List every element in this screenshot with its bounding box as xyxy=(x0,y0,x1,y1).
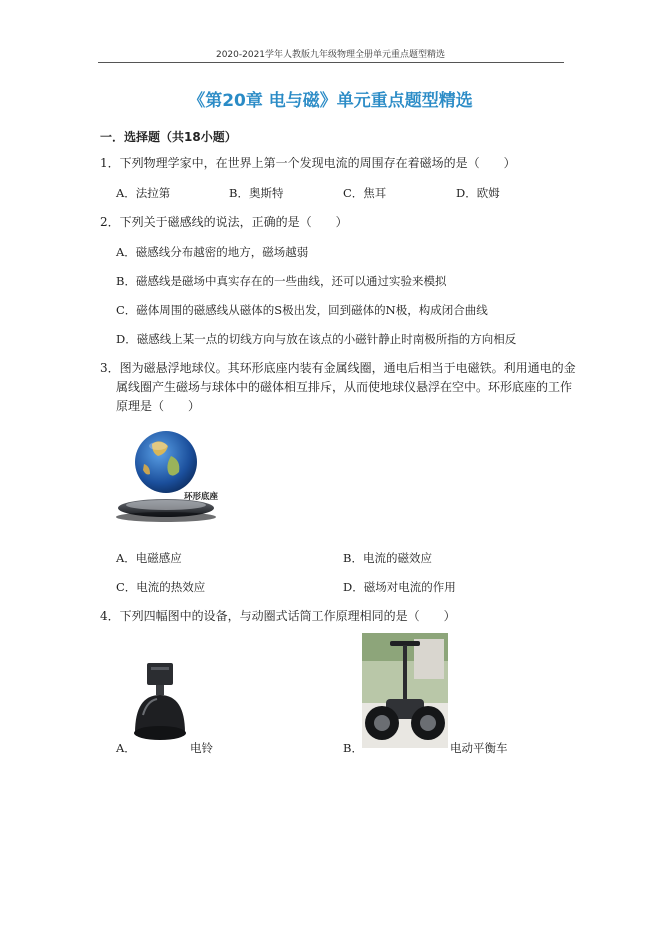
question-3-option-d: D．磁场对电流的作用 xyxy=(343,580,456,594)
question-1-option-b: B．奥斯特 xyxy=(229,186,284,200)
balance-scooter-icon xyxy=(362,633,448,748)
question-3-stem-line-1: 3．图为磁悬浮地球仪。其环形底座内装有金属线圈，通电后相当于电磁铁。利用通电的金 xyxy=(100,361,576,375)
electric-bell-figure xyxy=(125,655,195,750)
question-3-stem-line-3: 原理是（ ） xyxy=(116,399,201,413)
page-header: 2020-2021学年人教版九年级物理全册单元重点题型精选 xyxy=(215,50,446,60)
question-1-option-d: D．欧姆 xyxy=(456,186,500,200)
question-4-option-a-label: 电铃 xyxy=(190,741,213,755)
question-4-option-a-letter: A． xyxy=(116,741,136,755)
question-1-option-a: A．法拉第 xyxy=(116,186,171,200)
question-3-option-a: A．电磁感应 xyxy=(116,551,182,565)
self-balancing-scooter-figure xyxy=(362,633,448,748)
question-3-stem-line-2: 属线圈产生磁场与球体中的磁体相互排斥，从而使地球仪悬浮在空中。环形底座的工作 xyxy=(116,380,573,394)
question-3-option-c: C．电流的热效应 xyxy=(116,580,206,594)
figure-label-base: 环形底座 xyxy=(184,492,219,502)
question-2-stem: 2．下列关于磁感线的说法，正确的是（ ） xyxy=(100,215,348,229)
question-1-stem: 1．下列物理学家中，在世界上第一个发现电流的周围存在着磁场的是（ ） xyxy=(100,156,516,170)
section-heading: 一．选择题（共18小题） xyxy=(100,130,237,144)
header-divider xyxy=(98,62,564,63)
maglev-globe-figure xyxy=(116,424,231,534)
question-4-option-b-label: 电动平衡车 xyxy=(450,741,508,755)
globe-icon xyxy=(116,424,231,534)
question-4-stem: 4．下列四幅图中的设备，与动圈式话筒工作原理相同的是（ ） xyxy=(100,609,456,623)
question-1-option-c: C．焦耳 xyxy=(343,186,387,200)
question-4-option-b-letter: B． xyxy=(343,741,363,755)
question-2-option-a: A．磁感线分布越密的地方，磁场越弱 xyxy=(116,245,309,259)
question-2-option-b: B．磁感线是磁场中真实存在的一些曲线，还可以通过实验来模拟 xyxy=(116,274,447,288)
question-2-option-c: C．磁体周围的磁感线从磁体的S极出发，回到磁体的N极，构成闭合曲线 xyxy=(116,303,488,317)
question-2-option-d: D．磁感线上某一点的切线方向与放在该点的小磁针静止时南极所指的方向相反 xyxy=(116,332,517,346)
question-3-option-b: B．电流的磁效应 xyxy=(343,551,432,565)
document-title: 《第20章 电与磁》单元重点题型精选 xyxy=(188,91,473,111)
electric-bell-icon xyxy=(125,655,195,750)
